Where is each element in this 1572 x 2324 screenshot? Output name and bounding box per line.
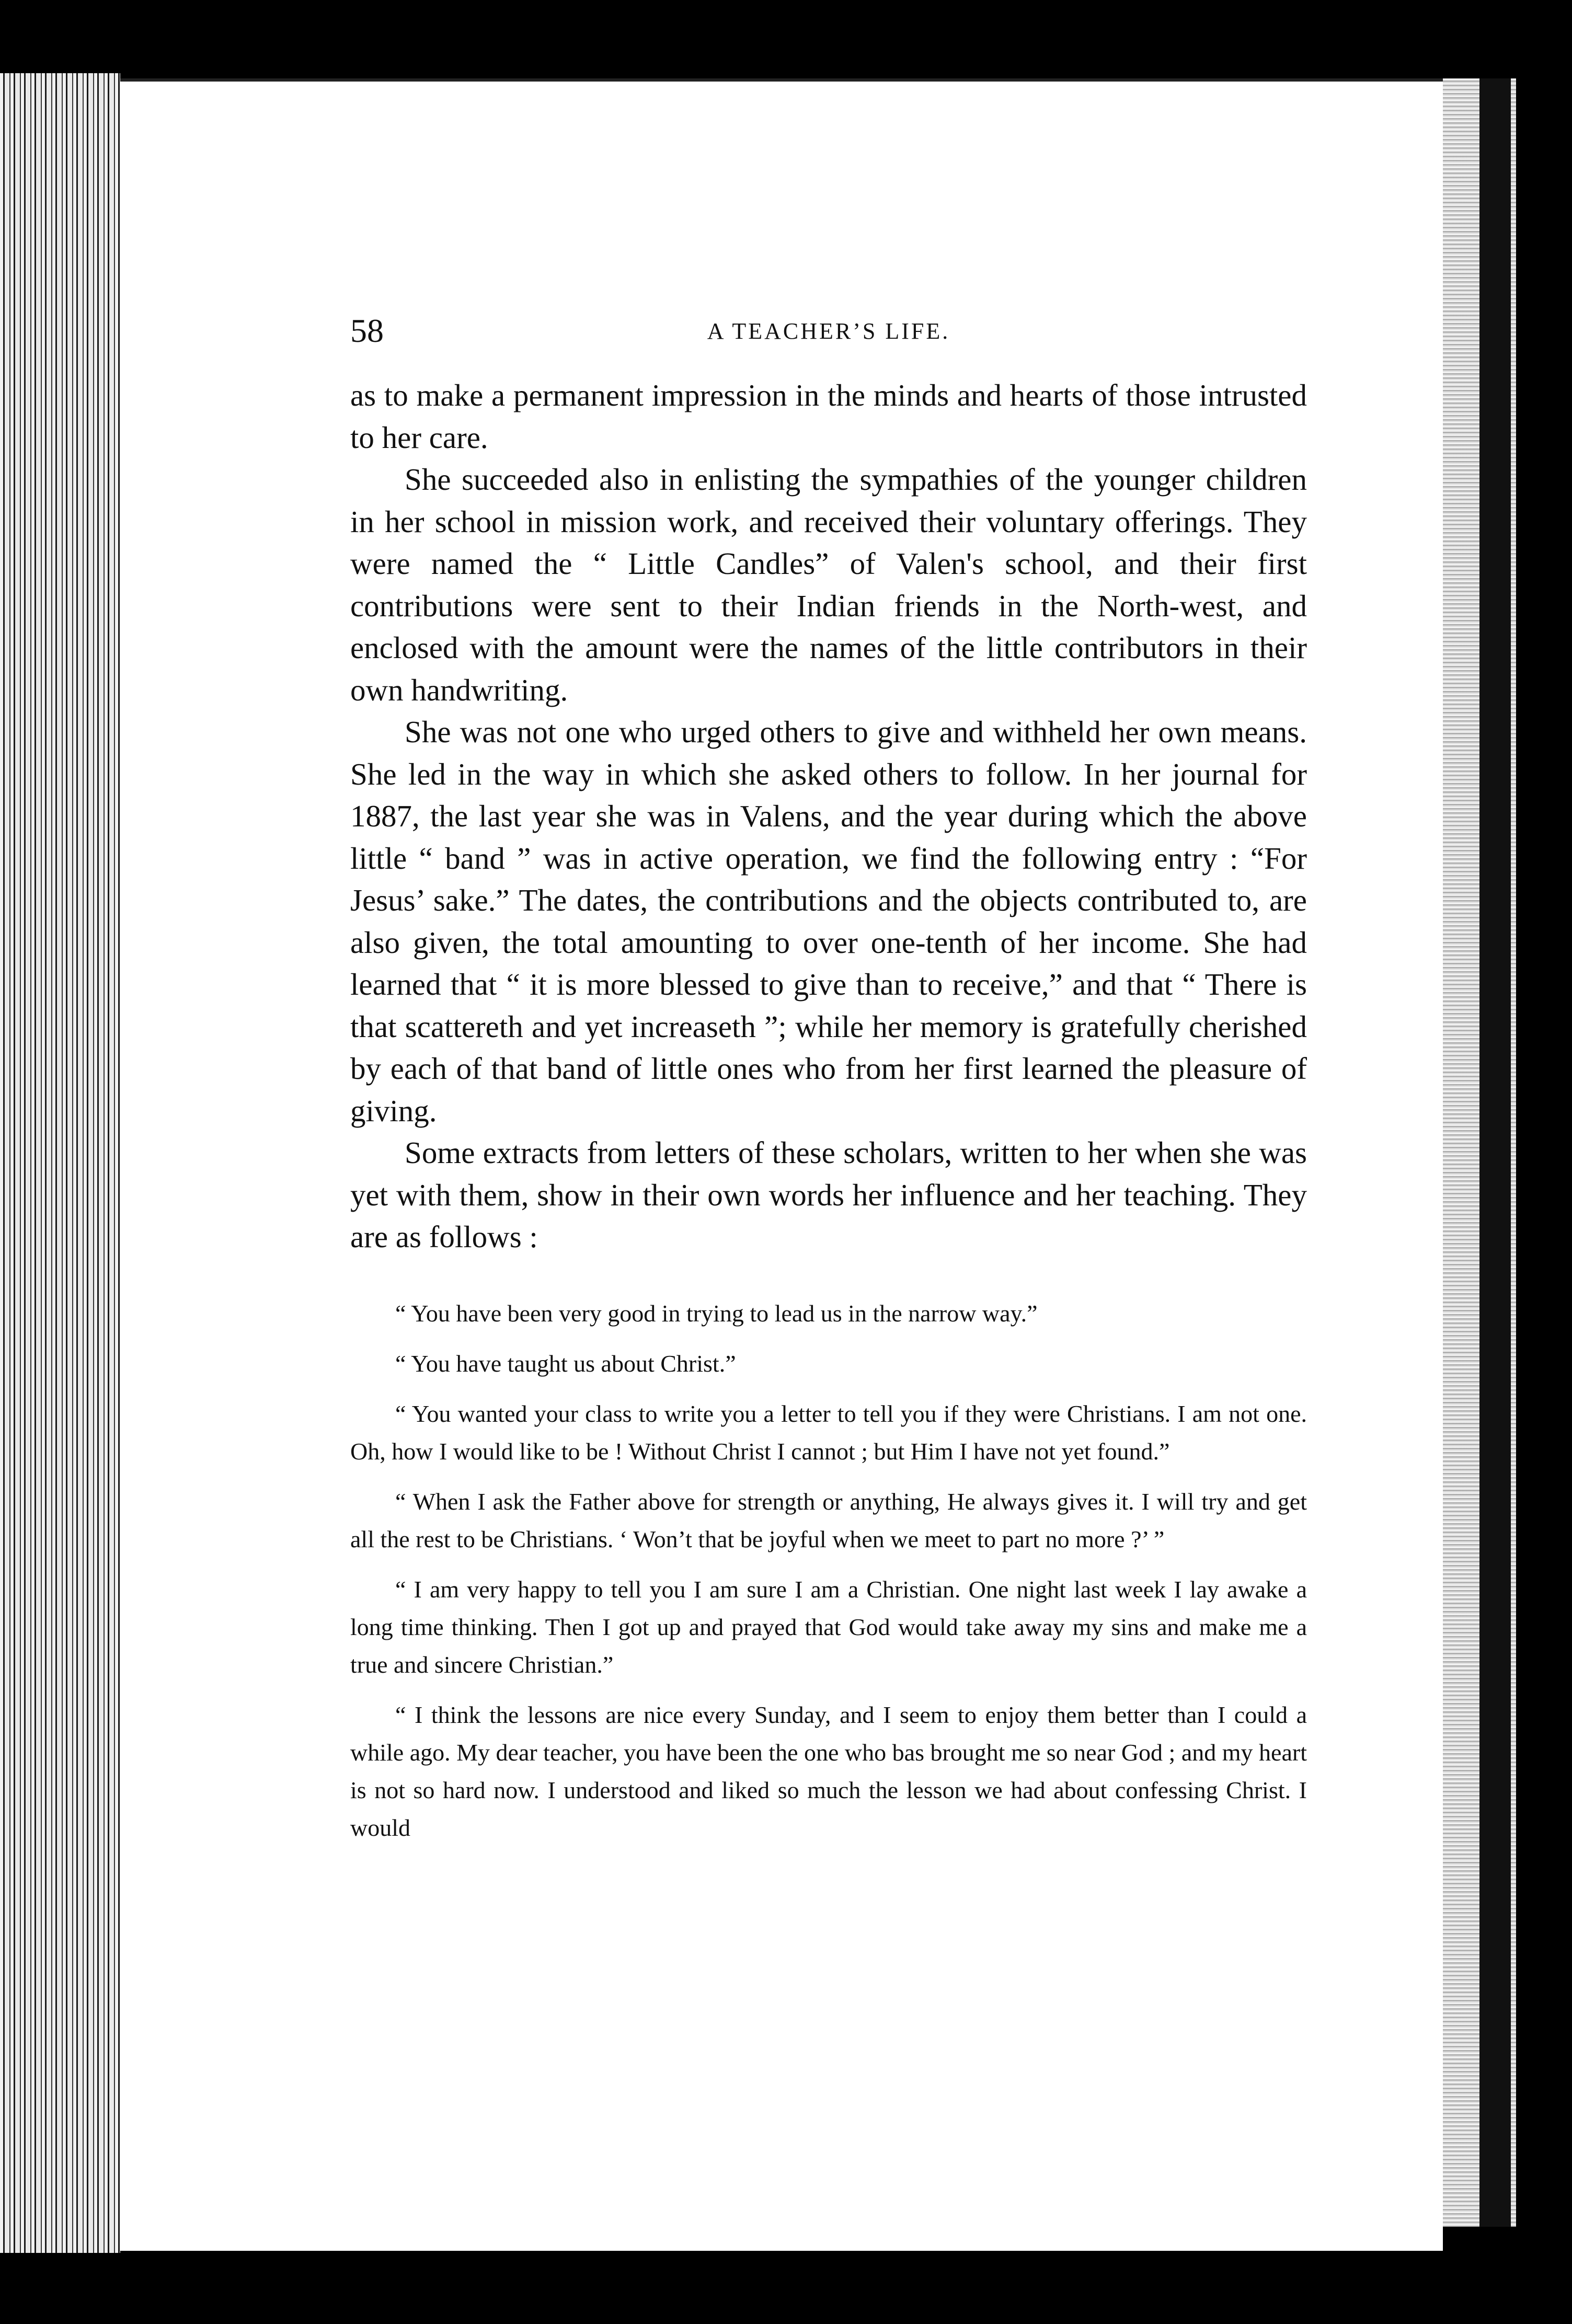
page-content <box>350 312 1307 1859</box>
letter-extract: “ You have taught us about Christ.” <box>395 1350 736 1377</box>
book-page <box>120 78 1443 2251</box>
letter-extract: “ When I ask the Father above for strength or anything, He always gives it. I will try and get all the rest to be Christians. ‘ Won’t that be joyful when we meet to part no more ?’ ” <box>350 1488 1307 1552</box>
page-number: 58 <box>350 312 384 349</box>
running-title: A TEACHER’S LIFE. <box>707 318 950 344</box>
letter-extracts <box>350 1295 1307 1847</box>
paragraph-continued: as to make a permanent impression in the minds and hearts of those intrusted to her care. <box>350 378 1307 455</box>
letter-extract: “ I think the lessons are nice every Sunday, and I seem to enjoy them better than I could a while ago. My dear teacher, you have been the one who bas brought me so near God ; and my heart is not so hard now. I understood and liked so much the lesson we had about confessing Christ. I would <box>350 1701 1307 1841</box>
running-head <box>350 312 1307 374</box>
paragraph: She was not one who urged others to give and withheld her own means. She led in the way in which she asked others to follow. In her journal for 1887, the last year she was in Valens, and the year during which the above little “ band ” was in active operation, we find the following entry : “For Jesus’ sake.” The dates, the contributions and the objects contributed to, are also given, the total amounting to over one-tenth of her income. She had learned that “ it is more blessed to give than to receive,” and that “ There is that scattereth and yet increaseth ”; while her memory is gratefully cherished by each of that band of little ones who from her first learned the pleasure of giving. <box>350 715 1307 1128</box>
letter-extract: “ I am very happy to tell you I am sure I am a Christian. One night last week I lay awake a long time thinking. Then I got up and prayed that God would take away my sins and make me a true and sincere Christian.” <box>350 1575 1307 1678</box>
paragraph: Some extracts from letters of these scholars, written to her when she was yet with them, show in their own words her influence and her teaching. They are as follows : <box>350 1135 1307 1254</box>
letter-extract: “ You have been very good in trying to lead us in the narrow way.” <box>395 1299 1038 1327</box>
book-spine-edge <box>0 73 120 2253</box>
scan-border-right <box>1479 78 1511 2227</box>
paragraph: She succeeded also in enlisting the sympathies of the younger children in her school in mission work, and received their voluntary offerings. They were named the “ Little Candles” of Valen's school, and their first contributions were sent to their Indian friends in the North-west, and enclosed with the amount were the names of the little contributors in their own handwriting. <box>350 462 1307 707</box>
letter-extract: “ You wanted your class to write you a letter to tell you if they were Christians. I am not one. Oh, how I would like to be ! Without Christ I cannot ; but Him I have not yet found.” <box>350 1400 1307 1465</box>
scan-border <box>0 0 1572 78</box>
